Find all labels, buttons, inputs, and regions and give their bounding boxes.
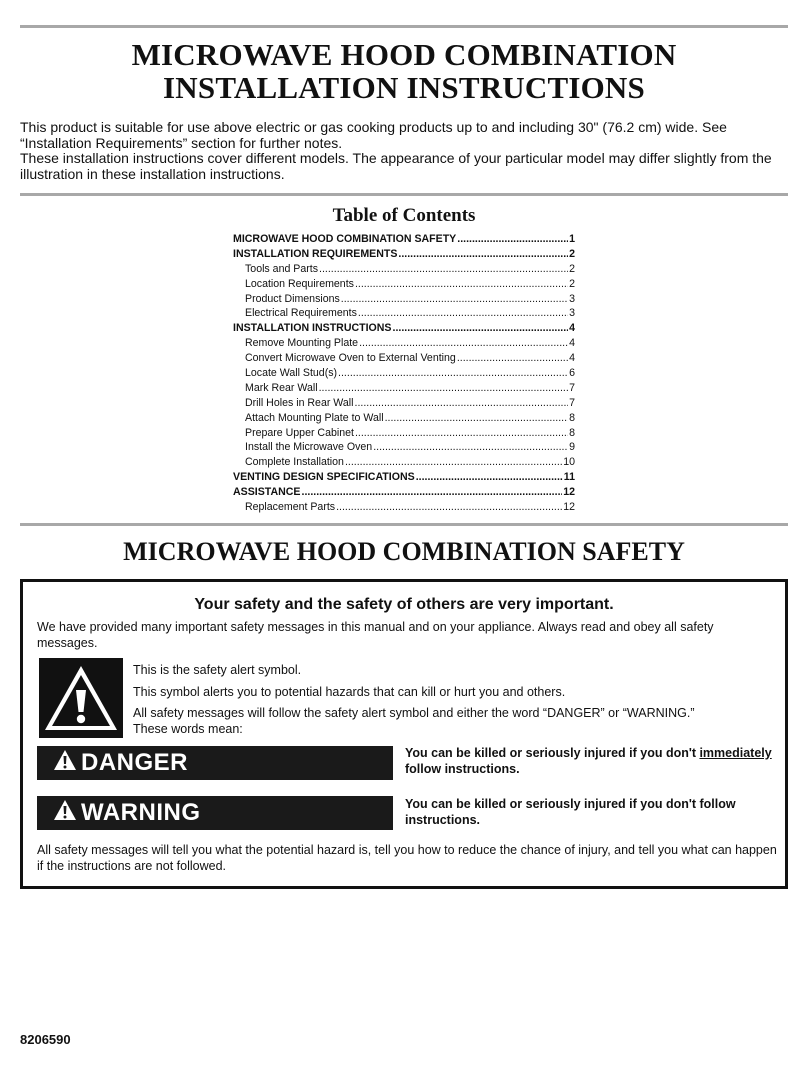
danger-message-emphasis: immediately: [699, 746, 772, 760]
toc-entry-page: 11: [563, 471, 575, 484]
toc-entry-label: ASSISTANCE: [233, 486, 301, 499]
toc-entry-label: Install the Microwave Oven: [245, 441, 373, 454]
toc-leader-dots: [393, 321, 569, 336]
toc-entry: [233, 396, 575, 411]
danger-banner: [37, 746, 393, 780]
warning-label: WARNING: [81, 799, 201, 826]
toc-leader-dots: [457, 351, 568, 366]
toc-entry: [233, 277, 575, 292]
toc-leader-dots: [355, 426, 568, 441]
safety-rule: [20, 523, 788, 526]
toc-entry-page: 8: [569, 411, 575, 424]
toc-entry-label: Prepare Upper Cabinet: [245, 426, 354, 439]
warning-banner: [37, 796, 393, 830]
toc-entry-label: Remove Mounting Plate: [245, 337, 359, 350]
toc-entry-page: 1: [569, 233, 575, 245]
toc-leader-dots: [457, 232, 568, 247]
toc-leader-dots: [345, 455, 562, 470]
toc-entry-label: Replacement Parts: [245, 501, 336, 514]
toc-entry-page: 8: [569, 426, 575, 439]
document-number: 8206590: [20, 1032, 71, 1047]
safety-heading: Your safety and the safety of others are very important.: [194, 596, 614, 613]
warning-message: You can be killed or seriously injured if you don't follow instructions.: [405, 797, 736, 827]
toc-entry-page: 6: [569, 367, 575, 380]
toc-title: Table of Contents: [332, 205, 476, 226]
page-title-line2: INSTALLATION INSTRUCTIONS: [163, 70, 645, 105]
toc-entry-page: 4: [569, 352, 575, 365]
toc-entry: [233, 440, 575, 455]
toc-entry-page: 12: [563, 486, 575, 499]
toc-leader-dots: [336, 500, 562, 515]
symbol-line-1: This is the safety alert symbol.: [133, 663, 302, 677]
toc-entry: [233, 455, 575, 470]
safety-footer: All safety messages will tell you what the potential hazard is, tell you how to reduce the chance of injury, and tell you what can happen if the instructions are not followed.: [37, 843, 777, 873]
toc-entry-label: INSTALLATION INSTRUCTIONS: [233, 322, 392, 335]
danger-message: [405, 745, 775, 777]
toc-entry: [233, 306, 575, 321]
danger-message-a: You can be killed or seriously injured if you don't: [405, 746, 700, 760]
toc-leader-dots: [359, 336, 568, 351]
toc-leader-dots: [385, 411, 569, 426]
toc-entry: [233, 351, 575, 366]
toc-entry: [233, 485, 575, 500]
toc-entry: [233, 381, 575, 396]
toc-leader-dots: [319, 262, 568, 277]
toc-entry: [233, 411, 575, 426]
toc-entry: [233, 366, 575, 381]
danger-label: DANGER: [81, 749, 189, 776]
symbol-line-2: This symbol alerts you to potential hazards that can kill or hurt you and others.: [133, 685, 566, 699]
toc-entry: [233, 321, 575, 336]
toc-entry-page: 3: [569, 292, 575, 305]
toc-entry-page: 3: [569, 307, 575, 320]
symbol-line-4: These words mean:: [133, 722, 243, 736]
toc-entry-label: INSTALLATION REQUIREMENTS: [233, 247, 398, 260]
toc-entry-label: Location Requirements: [245, 277, 354, 290]
warning-alert-icon: [53, 797, 77, 831]
toc-entry-page: 2: [569, 247, 575, 260]
toc-entry-label: Locate Wall Stud(s): [245, 367, 338, 380]
toc-entry: [233, 426, 575, 441]
toc-entry-label: Electrical Requirements: [245, 307, 357, 320]
toc-entry-page: 9: [569, 441, 575, 454]
toc-leader-dots: [416, 470, 563, 485]
intro-paragraph-1: This product is suitable for use above electric or gas cooking products up to and including 30" (76.2 cm) wide. See “Installation Requirements” section for further notes.: [20, 119, 727, 151]
toc-leader-dots: [341, 292, 568, 307]
toc-leader-dots: [355, 396, 569, 411]
toc-entry-page: 7: [569, 396, 575, 409]
page-title: [20, 38, 788, 104]
safety-alert-icon: [39, 658, 123, 738]
toc-leader-dots: [319, 381, 568, 396]
toc-entry: [233, 470, 575, 485]
toc-entry-label: VENTING DESIGN SPECIFICATIONS: [233, 471, 415, 484]
toc-entry-label: Convert Microwave Oven to External Venting: [245, 352, 456, 365]
toc-leader-dots: [358, 306, 568, 321]
toc-entry-page: 4: [569, 337, 575, 350]
safety-box: [20, 579, 788, 889]
symbol-line-3: All safety messages will follow the safety alert symbol and either the word “DANGER” or “WARNING.”: [133, 706, 695, 720]
safety-intro: We have provided many important safety messages in this manual and on your appliance. Always read and obey all safety messages.: [37, 620, 714, 650]
page-title-line1: MICROWAVE HOOD COMBINATION: [131, 37, 677, 72]
toc-rule: [20, 193, 788, 196]
toc-leader-dots: [338, 366, 568, 381]
top-rule: [20, 25, 788, 28]
toc-entry: [233, 336, 575, 351]
toc-leader-dots: [302, 485, 563, 500]
toc-leader-dots: [355, 277, 568, 292]
toc-entry: [233, 500, 575, 515]
intro-paragraph-2: These installation instructions cover different models. The appearance of your particular model may differ slightly from the illustration in these installation instructions.: [20, 150, 772, 182]
toc-entry-page: 12: [563, 501, 575, 514]
toc-entry-label: Complete Installation: [245, 456, 344, 469]
table-of-contents: [233, 232, 575, 515]
toc-entry: [233, 292, 575, 307]
toc-entry-page: 4: [569, 322, 575, 335]
toc-entry-label: Tools and Parts: [245, 262, 319, 275]
toc-leader-dots: [398, 247, 568, 262]
toc-entry: [233, 247, 575, 262]
toc-entry-label: Attach Mounting Plate to Wall: [245, 411, 384, 424]
toc-entry-page: 2: [569, 262, 575, 275]
toc-entry-label: Mark Rear Wall: [245, 381, 318, 394]
danger-alert-icon: [53, 747, 77, 781]
toc-entry: [233, 232, 575, 247]
toc-entry-page: 10: [563, 456, 575, 469]
toc-leader-dots: [373, 440, 568, 455]
toc-entry-label: MICROWAVE HOOD COMBINATION SAFETY: [233, 233, 457, 245]
toc-entry: [233, 262, 575, 277]
toc-entry-label: Product Dimensions: [245, 292, 340, 305]
safety-section-title: MICROWAVE HOOD COMBINATION SAFETY: [123, 537, 685, 566]
danger-message-b: follow instructions.: [405, 762, 520, 776]
toc-entry-page: 7: [569, 381, 575, 394]
toc-entry-label: Drill Holes in Rear Wall: [245, 396, 354, 409]
toc-entry-page: 2: [569, 277, 575, 290]
